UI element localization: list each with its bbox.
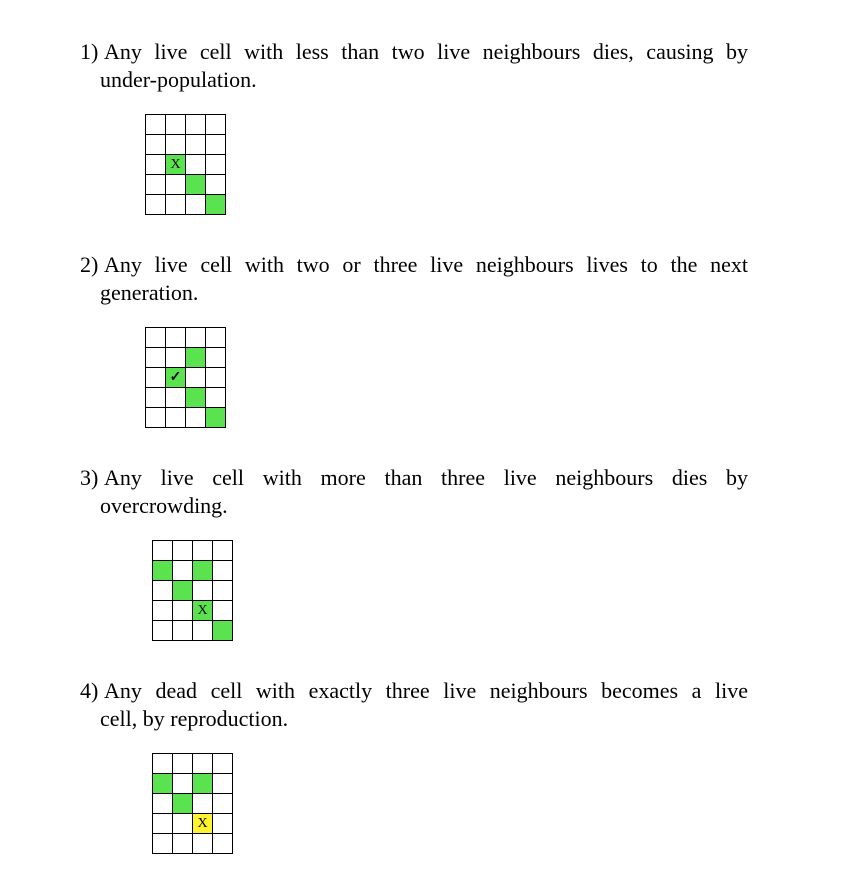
- grid-row: [153, 561, 233, 581]
- grid-cell-dead: [146, 115, 166, 135]
- grid-cell-dead: [146, 155, 166, 175]
- grid-cell-dead: [206, 328, 226, 348]
- grid-row: [153, 621, 233, 641]
- grid-cell-live: [186, 348, 206, 368]
- grid-cell-dead: [186, 368, 206, 388]
- grid-cell-dead: [173, 541, 193, 561]
- grid-cell-dead: [213, 834, 233, 854]
- grid-row: [146, 115, 226, 135]
- grid-cell-live: [193, 601, 213, 621]
- rule-1-line1: Any live cell with less than two live neighbours dies, causing by: [104, 39, 748, 64]
- grid-cell-dead: [193, 621, 213, 641]
- grid-cell-dead: [213, 754, 233, 774]
- grid-cell-live: [206, 195, 226, 215]
- grid-cell-live: [173, 581, 193, 601]
- grid-cell-dead: [166, 408, 186, 428]
- grid-cell-dead: [213, 581, 233, 601]
- rule-1-number: 1): [80, 39, 99, 64]
- grid-cell-dead: [186, 328, 206, 348]
- grid-cell-dead: [213, 561, 233, 581]
- grid-cell-dead: [153, 581, 173, 601]
- grid-cell-dead: [206, 368, 226, 388]
- grid-cell-dead: [166, 135, 186, 155]
- grid-cell-live: [166, 155, 186, 175]
- grid-cell-dead: [186, 155, 206, 175]
- grid-row: [153, 834, 233, 854]
- rule-2-text: [80, 251, 748, 307]
- grid-cell-dead: [206, 155, 226, 175]
- grid-cell-dead: [153, 794, 173, 814]
- grid-cell-live: [166, 368, 186, 388]
- rule-3-text: [80, 464, 748, 520]
- grid-cell-live: [193, 561, 213, 581]
- grid-cell-dead: [166, 328, 186, 348]
- grid-cell-dead: [153, 834, 173, 854]
- grid-cell-dead: [173, 774, 193, 794]
- grid-row: [153, 754, 233, 774]
- rule-2-line2: generation.: [100, 280, 199, 305]
- grid-cell-live: [206, 408, 226, 428]
- rule-3-number: 3): [80, 465, 99, 490]
- grid-cell-live: [173, 794, 193, 814]
- grid-cell-live: [153, 774, 173, 794]
- grid-cell-dead: [166, 175, 186, 195]
- rule-4-number: 4): [80, 678, 99, 703]
- grid-cell-dead: [153, 621, 173, 641]
- grid-cell-dead: [206, 348, 226, 368]
- grid-row: [146, 195, 226, 215]
- grid-row: [146, 175, 226, 195]
- rule-2-number: 2): [80, 252, 99, 277]
- grid-row: [153, 541, 233, 561]
- grid-cell-dead: [173, 561, 193, 581]
- rule-2-line1: Any live cell with two or three live neighbours lives to the next: [104, 252, 748, 277]
- grid-cell-dead: [153, 601, 173, 621]
- grid-cell-dead: [186, 135, 206, 155]
- grid-cell-dead: [186, 195, 206, 215]
- grid-cell-dead: [146, 328, 166, 348]
- grid-cell-dead: [193, 541, 213, 561]
- rule-3-line1: Any live cell with more than three live neighbours dies by: [104, 465, 748, 490]
- grid-cell-dead: [146, 368, 166, 388]
- rule-4-line1: Any dead cell with exactly three live neighbours becomes a live: [104, 678, 748, 703]
- rule-1-grid: [145, 114, 226, 215]
- grid-cell-dead: [146, 348, 166, 368]
- grid-cell-dead: [173, 601, 193, 621]
- grid-cell-live: [153, 561, 173, 581]
- grid-cell-dead: [206, 115, 226, 135]
- grid-cell-live: [186, 388, 206, 408]
- grid-cell-dead: [153, 814, 173, 834]
- grid-cell-birth: [193, 814, 213, 834]
- grid-row: [153, 814, 233, 834]
- grid-cell-dead: [173, 621, 193, 641]
- grid-row: [153, 581, 233, 601]
- grid-cell-dead: [213, 774, 233, 794]
- rule-4-line2: cell, by reproduction.: [100, 706, 289, 731]
- grid-cell-live: [213, 621, 233, 641]
- grid-cell-dead: [173, 834, 193, 854]
- grid-cell-dead: [193, 581, 213, 601]
- grid-cell-dead: [173, 814, 193, 834]
- grid-cell-dead: [206, 135, 226, 155]
- x-mark: X: [170, 156, 181, 172]
- grid-cell-dead: [173, 754, 193, 774]
- grid-cell-dead: [146, 195, 166, 215]
- grid-cell-live: [193, 774, 213, 794]
- grid-row: [146, 328, 226, 348]
- grid-cell-dead: [186, 408, 206, 428]
- grid-cell-dead: [166, 195, 186, 215]
- rule-2-grid: [145, 327, 226, 428]
- grid-cell-dead: [146, 408, 166, 428]
- x-mark: X: [197, 815, 208, 831]
- grid-cell-live: [186, 175, 206, 195]
- check-mark-icon: ✓: [169, 369, 182, 385]
- grid-cell-dead: [206, 388, 226, 408]
- grid-row: [146, 135, 226, 155]
- x-mark: X: [197, 602, 208, 618]
- grid-row: [146, 155, 226, 175]
- rule-4-text: [80, 677, 748, 733]
- grid-cell-dead: [166, 348, 186, 368]
- grid-cell-dead: [166, 115, 186, 135]
- grid-row: [146, 408, 226, 428]
- grid-row: [146, 388, 226, 408]
- grid-cell-dead: [193, 794, 213, 814]
- grid-cell-dead: [193, 834, 213, 854]
- grid-cell-dead: [146, 135, 166, 155]
- grid-row: [153, 794, 233, 814]
- grid-cell-dead: [213, 814, 233, 834]
- grid-cell-dead: [153, 754, 173, 774]
- rule-1-line2: under-population.: [100, 67, 257, 92]
- grid-row: [153, 774, 233, 794]
- grid-cell-dead: [153, 541, 173, 561]
- rule-3-line2: overcrowding.: [100, 493, 228, 518]
- grid-cell-dead: [146, 388, 166, 408]
- grid-cell-dead: [213, 794, 233, 814]
- grid-cell-dead: [213, 541, 233, 561]
- grid-row: [153, 601, 233, 621]
- grid-cell-dead: [193, 754, 213, 774]
- grid-cell-dead: [166, 388, 186, 408]
- rule-1-text: [80, 38, 748, 94]
- grid-cell-dead: [206, 175, 226, 195]
- rule-3-grid: [152, 540, 233, 641]
- grid-cell-dead: [186, 115, 206, 135]
- grid-cell-dead: [213, 601, 233, 621]
- grid-cell-dead: [146, 175, 166, 195]
- grid-row: [146, 348, 226, 368]
- rule-4-grid: [152, 753, 233, 854]
- grid-row: [146, 368, 226, 388]
